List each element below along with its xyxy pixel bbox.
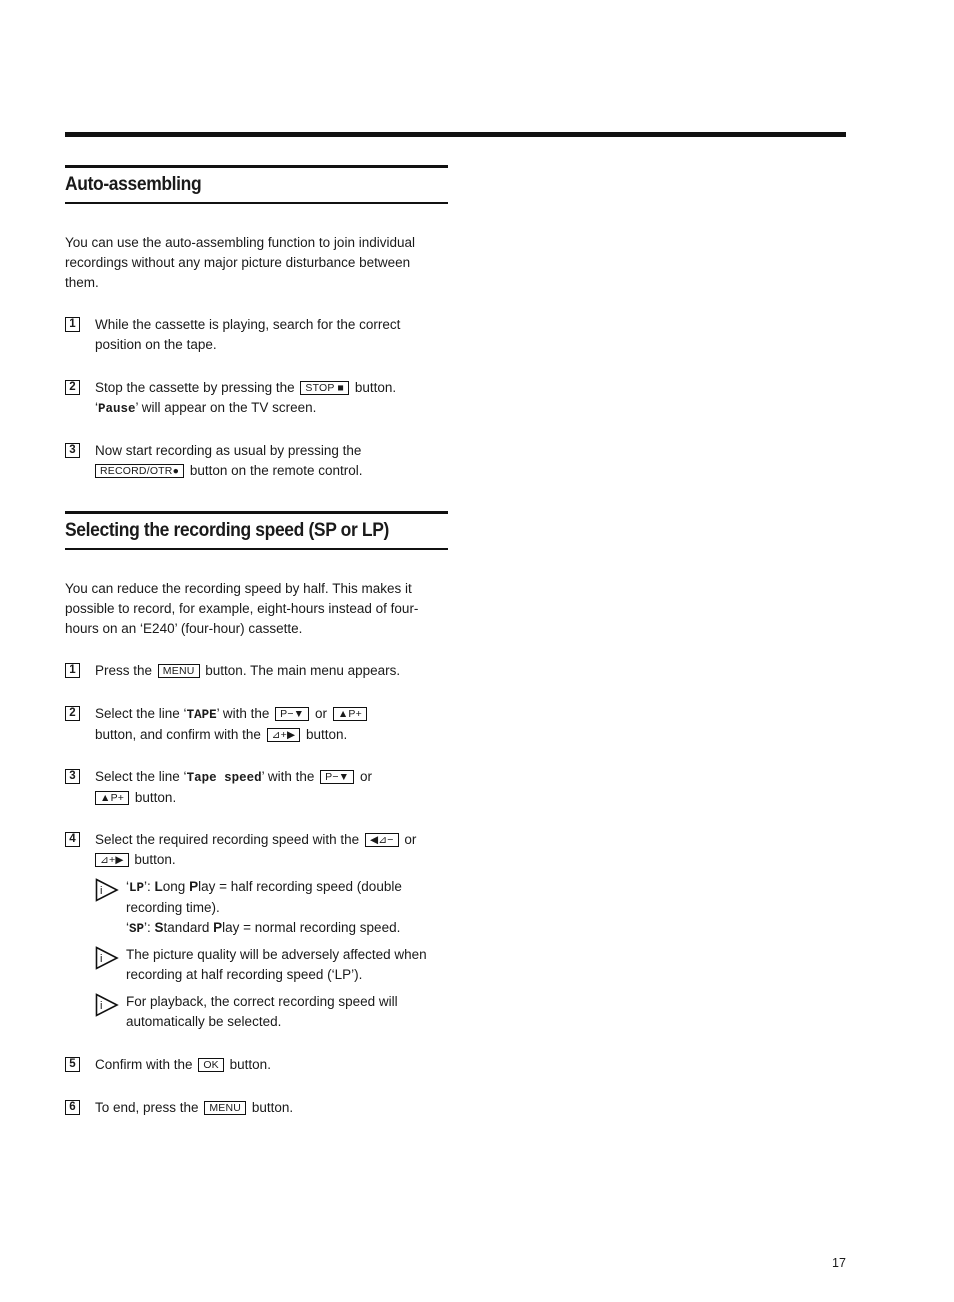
p-minus-key: P−▼	[320, 770, 354, 784]
step-text: Select the line ‘Tape speed’ with the P−▼ or ▲P+ button.	[95, 769, 373, 805]
intro-paragraph: You can reduce the recording speed by half. This makes it possible to record, for example, eight-hours instead of four-hours on an ‘E240’ (four-hour) cassette.	[65, 581, 419, 636]
step-text: Select the required recording speed with the ◀⊿− or ⊿+▶ button.	[95, 832, 417, 867]
osd-text: TAPE	[186, 708, 217, 722]
section-title: Selecting the recording speed (SP or LP)	[65, 520, 389, 541]
note-text: For playback, the correct recording speed will automatically be selected.	[126, 994, 398, 1029]
step-1	[65, 315, 450, 355]
menu-key: MENU	[204, 1101, 246, 1115]
step-3	[65, 441, 450, 481]
info-note-lp-sp	[95, 877, 455, 939]
step-text: Now start recording as usual by pressing the RECORD/OTR● button on the remote control.	[95, 443, 363, 478]
step-number: 4	[65, 832, 80, 847]
step-text: Stop the cassette by pressing the STOP ■ button. ‘Pause’ will appear on the TV screen.	[95, 380, 397, 416]
page-number: 17	[832, 1256, 846, 1270]
step-text: Confirm with the OK button.	[95, 1057, 271, 1072]
record-key: RECORD/OTR●	[95, 464, 184, 478]
osd-text: Tape speed	[186, 771, 262, 785]
p-plus-key: ▲P+	[333, 707, 367, 721]
step-number: 2	[65, 706, 80, 721]
step-6	[65, 1098, 450, 1118]
intro-paragraph: You can use the auto-assembling function to join individual recordings without any major picture disturbance between them.	[65, 235, 415, 290]
step-text: To end, press the MENU button.	[95, 1100, 294, 1115]
step-3	[65, 767, 450, 808]
p-plus-key: ▲P+	[95, 791, 129, 805]
info-icon	[95, 878, 119, 902]
info-note-quality	[95, 945, 455, 985]
step-1	[65, 661, 450, 681]
osd-text: Pause	[98, 402, 136, 416]
ok-key: OK	[198, 1058, 224, 1072]
step-number: 3	[65, 443, 80, 458]
stop-key: STOP ■	[300, 381, 349, 395]
note-text: The picture quality will be adversely affected when recording at half recording speed (‘LP’).	[126, 947, 427, 982]
top-rule	[65, 132, 846, 137]
info-icon	[95, 993, 119, 1017]
volume-plus-key: ⊿+▶	[95, 853, 129, 867]
section-header-recording-speed	[65, 511, 448, 550]
note-text: ‘LP’: Long Play = half recording speed (double recording time). ‘SP’: Standard Play = normal recording speed.	[126, 879, 402, 936]
svg-text:i: i	[100, 885, 103, 897]
step-text: Select the line ‘TAPE’ with the P−▼ or ▲P+ button, and confirm with the ⊿+▶ button.	[95, 704, 450, 745]
svg-text:i: i	[100, 1000, 103, 1012]
step-number: 6	[65, 1100, 80, 1115]
menu-key: MENU	[158, 664, 200, 678]
step-4	[65, 830, 450, 870]
step-2	[65, 378, 450, 419]
info-note-playback	[95, 992, 455, 1032]
info-icon	[95, 946, 119, 970]
step-number: 2	[65, 380, 80, 395]
step-5	[65, 1055, 450, 1075]
step-number: 1	[65, 317, 80, 332]
section-title: Auto-assembling	[65, 174, 202, 195]
step-text: While the cassette is playing, search for the correct position on the tape.	[95, 317, 401, 352]
step-number: 1	[65, 663, 80, 678]
step-number: 3	[65, 769, 80, 784]
step-number: 5	[65, 1057, 80, 1072]
step-2	[65, 704, 450, 745]
volume-minus-key: ◀⊿−	[365, 833, 399, 847]
step-text: Press the MENU button. The main menu appears.	[95, 663, 401, 678]
volume-plus-key: ⊿+▶	[267, 728, 301, 742]
svg-text:i: i	[100, 953, 103, 965]
p-minus-key: P−▼	[275, 707, 309, 721]
section-header-auto-assembling	[65, 165, 448, 204]
